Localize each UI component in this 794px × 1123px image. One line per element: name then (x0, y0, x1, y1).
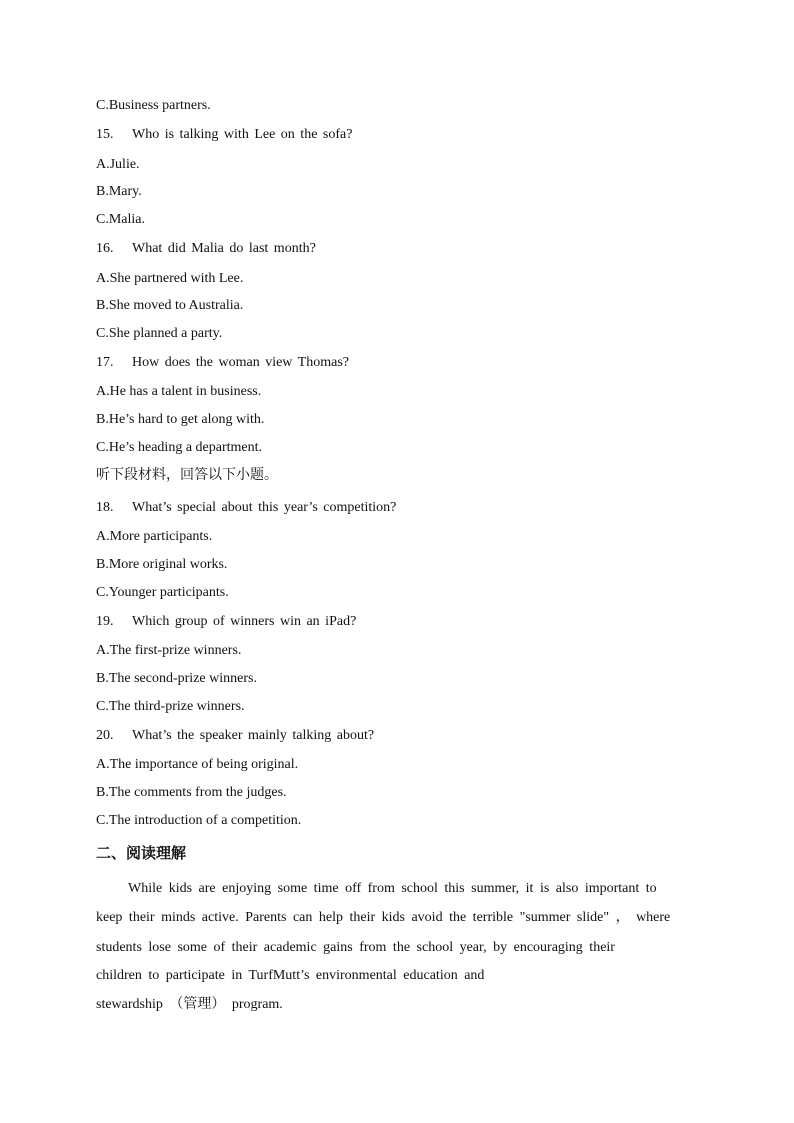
question-17 (96, 354, 349, 372)
option-19a: A.The first-prize winners. (96, 643, 242, 658)
question-text: What’s the speaker mainly talking about? (132, 728, 375, 743)
question-15 (96, 126, 352, 144)
option-19c: C.The third-prize winners. (96, 699, 245, 714)
option-20c: C.The introduction of a competition. (96, 813, 302, 828)
passage-line: children to participate in TurfMutt’s environmental education and (96, 968, 485, 983)
option-16c: C.She planned a party. (96, 326, 223, 341)
section-heading: 二、阅读理解 (96, 844, 187, 862)
option-17a: A.He has a talent in business. (96, 384, 262, 399)
question-text: Which group of winners win an iPad? (132, 614, 357, 629)
option-20a: A.The importance of being original. (96, 757, 299, 772)
question-20 (96, 727, 374, 745)
option-19b: B.The second-prize winners. (96, 671, 257, 686)
option-18c: C.Younger participants. (96, 585, 229, 600)
option-15c: C.Malia. (96, 212, 145, 227)
question-text: What’s special about this year’s competition? (132, 500, 397, 515)
question-number: 18. (96, 500, 114, 515)
question-16 (96, 240, 316, 258)
passage-line: keep their minds active. Parents can help their kids avoid the terrible "summer slide" ， where (96, 910, 671, 925)
option-17c: C.He’s heading a department. (96, 440, 263, 455)
question-number: 20. (96, 728, 114, 743)
question-text: Who is talking with Lee on the sofa? (132, 127, 353, 142)
question-text: How does the woman view Thomas? (132, 355, 349, 370)
option-20b: B.The comments from the judges. (96, 785, 287, 800)
option-16a: A.She partnered with Lee. (96, 271, 244, 286)
question-number: 19. (96, 614, 114, 629)
listening-instruction: 听下段材料，回答以下小题。 (96, 467, 278, 483)
passage-line: students lose some of their academic gains from the school year, by encouraging their (96, 940, 615, 955)
option-15b: B.Mary. (96, 184, 142, 199)
question-number: 15. (96, 127, 114, 142)
question-text: What did Malia do last month? (132, 241, 316, 256)
passage-line: stewardship （管理） program. (96, 997, 283, 1012)
option-18b: B.More original works. (96, 557, 228, 572)
option-14c: C.Business partners. (96, 98, 211, 113)
question-number: 17. (96, 355, 114, 370)
option-16b: B.She moved to Australia. (96, 298, 244, 313)
question-19 (96, 613, 356, 631)
option-15a: A.Julie. (96, 157, 140, 172)
question-number: 16. (96, 241, 114, 256)
question-18 (96, 499, 396, 517)
option-17b: B.He’s hard to get along with. (96, 412, 265, 427)
option-18a: A.More participants. (96, 529, 213, 544)
passage-line: While kids are enjoying some time off from school this summer, it is also important to (128, 881, 657, 896)
